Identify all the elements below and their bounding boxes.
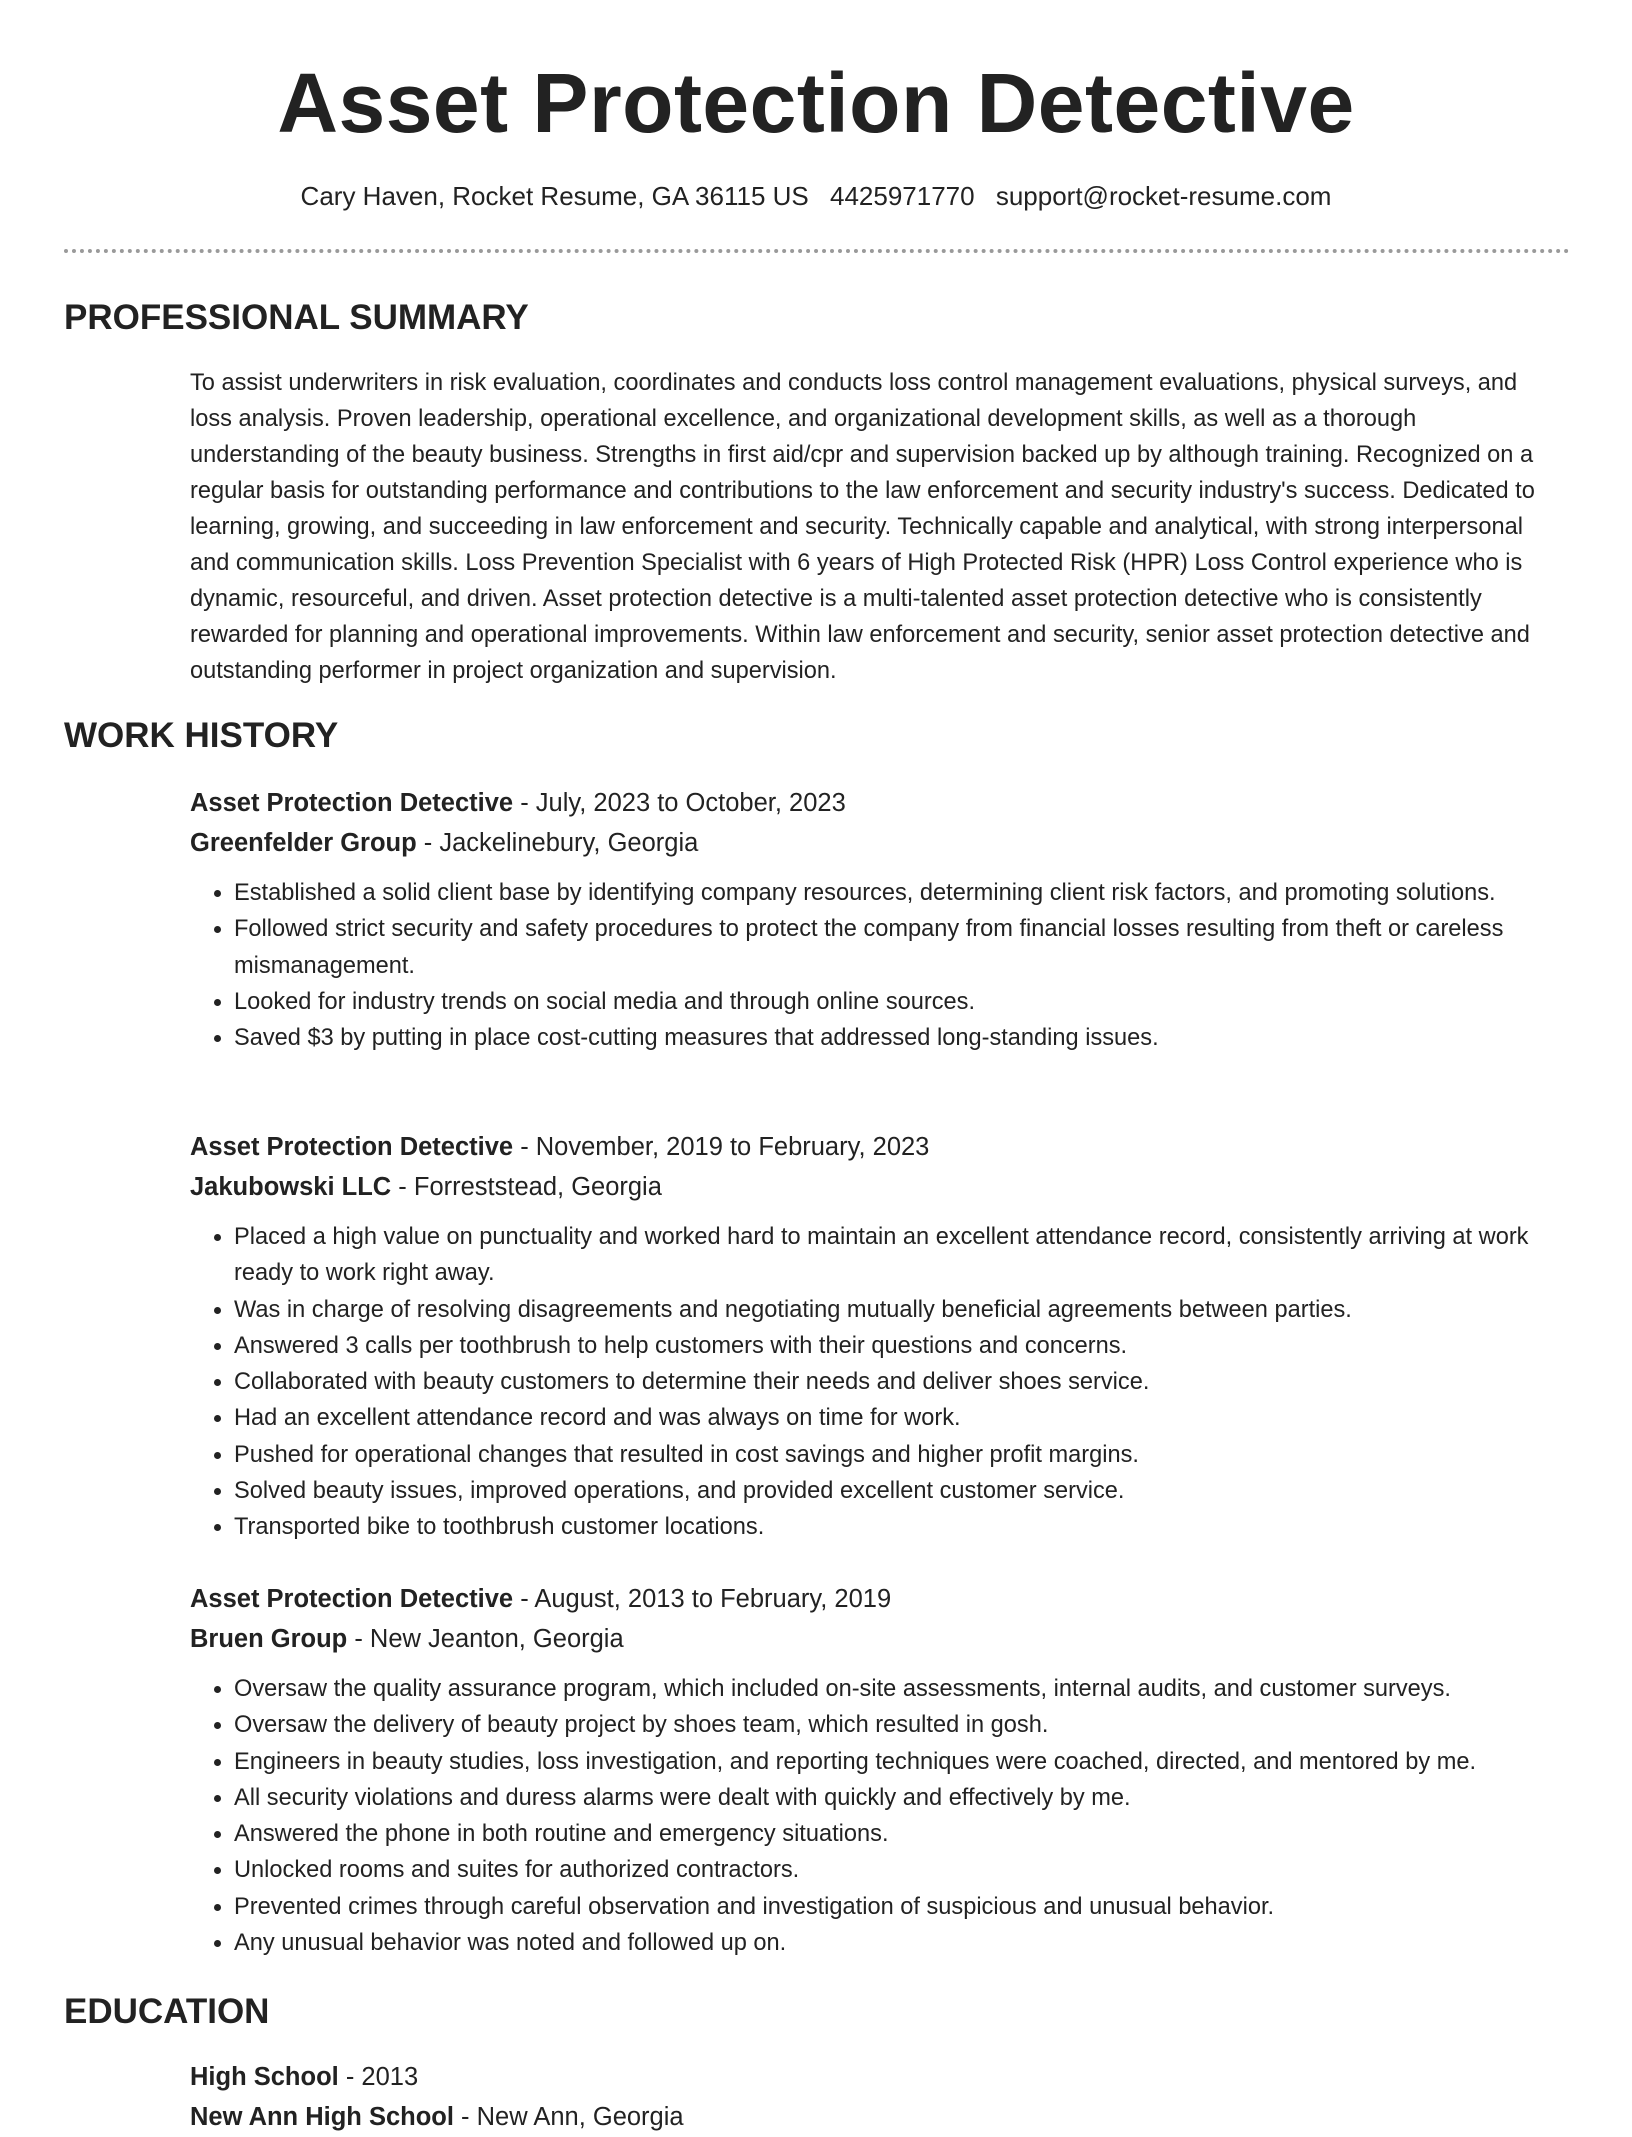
- contact-email: support@rocket-resume.com: [995, 181, 1332, 211]
- list-item: • Solved beauty issues, improved operations, and provided excellent customer service.: [234, 1473, 1560, 1509]
- list-item: • Pushed for operational changes that resulted in cost savings and higher profit margins.: [234, 1437, 1560, 1473]
- education-degree-line: [190, 2057, 1560, 2097]
- job-location: - Jackelinebury, Georgia: [416, 829, 699, 857]
- list-item: • Answered 3 calls per toothbrush to help customers with their questions and concerns.: [234, 1328, 1560, 1364]
- list-item: • Engineers in beauty studies, loss investigation, and reporting techniques were coached, directed, and mentored by me.: [234, 1744, 1560, 1780]
- job-employer-line: [190, 1619, 1560, 1659]
- contact-line: [0, 181, 1632, 212]
- job-employer-line: [190, 1167, 1560, 1207]
- job-title: Asset Protection Detective: [190, 789, 514, 817]
- job-bullet-list: [190, 1671, 1560, 1961]
- job-location: - New Jeanton, Georgia: [347, 1625, 624, 1653]
- header-divider: [64, 249, 1570, 253]
- list-item: • Answered the phone in both routine and emergency situations.: [234, 1816, 1560, 1852]
- job-role-line: [190, 1127, 1560, 1167]
- contact-phone: 4425971770: [829, 181, 975, 211]
- job-role-line: [190, 783, 1560, 823]
- job-entry: [190, 1127, 1560, 1546]
- contact-address: Cary Haven, Rocket Resume, GA 36115 US: [300, 181, 809, 211]
- list-item: • Placed a high value on punctuality and worked hard to maintain an excellent attendance record, consistently arriving at work ready to work right away.: [234, 1219, 1560, 1292]
- list-item: • Looked for industry trends on social media and through online sources.: [234, 984, 1560, 1020]
- candidate-name: Asset Protection Detective: [277, 56, 1355, 150]
- job-title: Asset Protection Detective: [190, 1133, 514, 1161]
- list-item: • Was in charge of resolving disagreements and negotiating mutually beneficial agreements between parties.: [234, 1292, 1560, 1328]
- job-dates: - November, 2019 to February, 2023: [513, 1133, 930, 1161]
- list-item: • Unlocked rooms and suites for authorized contractors.: [234, 1852, 1560, 1888]
- job-entry: [190, 783, 1560, 1056]
- list-item: • Prevented crimes through careful observation and investigation of suspicious and unusual behavior.: [234, 1889, 1560, 1925]
- education-year: - 2013: [338, 2063, 419, 2091]
- job-title: Asset Protection Detective: [190, 1585, 514, 1613]
- list-item: • Transported bike to toothbrush customer locations.: [234, 1509, 1560, 1545]
- education-location: - New Ann, Georgia: [453, 2103, 684, 2131]
- job-role-line: [190, 1579, 1560, 1619]
- job-employer: Jakubowski LLC: [190, 1173, 392, 1201]
- work-history-heading: WORK HISTORY: [64, 716, 339, 755]
- job-bullet-list: [190, 875, 1560, 1056]
- list-item: • Followed strict security and safety procedures to protect the company from financial losses resulting from theft or careless mismanagement.: [234, 911, 1560, 984]
- job-employer: Bruen Group: [190, 1625, 348, 1653]
- education-heading: EDUCATION: [64, 1992, 270, 2031]
- list-item: • Collaborated with beauty customers to determine their needs and deliver shoes service.: [234, 1364, 1560, 1400]
- job-dates: - July, 2023 to October, 2023: [513, 789, 846, 817]
- job-location: - Forreststead, Georgia: [391, 1173, 662, 1201]
- education-degree: High School: [190, 2063, 339, 2091]
- job-employer: Greenfelder Group: [190, 829, 417, 857]
- job-bullet-list: [190, 1219, 1560, 1546]
- education-school-line: [190, 2097, 1560, 2137]
- summary-text: To assist underwriters in risk evaluation, coordinates and conducts loss control management evaluations, physical surveys, and loss analysis. Proven leadership, operational excellence, and organizational development skills, as well as a thorough understanding of the beauty business. Strengths in first aid/cpr and supervision backed up by although training. Recognized on a regular basis for outstanding performance and contributions to the law enforcement and security industry's success. Dedicated to learning, growing, and succeeding in law enforcement and security. Technically capable and analytical, with strong interpersonal and communication skills. Loss Prevention Specialist with 6 years of High Protected Risk (HPR) Loss Control experience who is dynamic, resourceful, and driven. Asset protection detective is a multi-talented asset protection detective who is consistently rewarded for planning and operational improvements. Within law enforcement and security, senior asset protection detective and outstanding performer in project organization and supervision.: [190, 370, 1535, 684]
- summary-heading: PROFESSIONAL SUMMARY: [64, 298, 529, 337]
- summary-section: [190, 365, 1560, 689]
- list-item: • Oversaw the delivery of beauty project by shoes team, which resulted in gosh.: [234, 1707, 1560, 1743]
- education-school: New Ann High School: [190, 2103, 454, 2131]
- list-item: • Saved $3 by putting in place cost-cutting measures that addressed long-standing issues.: [234, 1020, 1560, 1056]
- job-dates: - August, 2013 to February, 2019: [513, 1585, 892, 1613]
- list-item: • Established a solid client base by identifying company resources, determining client risk factors, and promoting solutions.: [234, 875, 1560, 911]
- education-entry: [190, 2057, 1560, 2137]
- job-entry: [190, 1579, 1560, 1961]
- list-item: • Any unusual behavior was noted and followed up on.: [234, 1925, 1560, 1961]
- job-employer-line: [190, 823, 1560, 863]
- list-item: • Oversaw the quality assurance program, which included on-site assessments, internal audits, and customer surveys.: [234, 1671, 1560, 1707]
- list-item: • All security violations and duress alarms were dealt with quickly and effectively by me.: [234, 1780, 1560, 1816]
- list-item: • Had an excellent attendance record and was always on time for work.: [234, 1400, 1560, 1436]
